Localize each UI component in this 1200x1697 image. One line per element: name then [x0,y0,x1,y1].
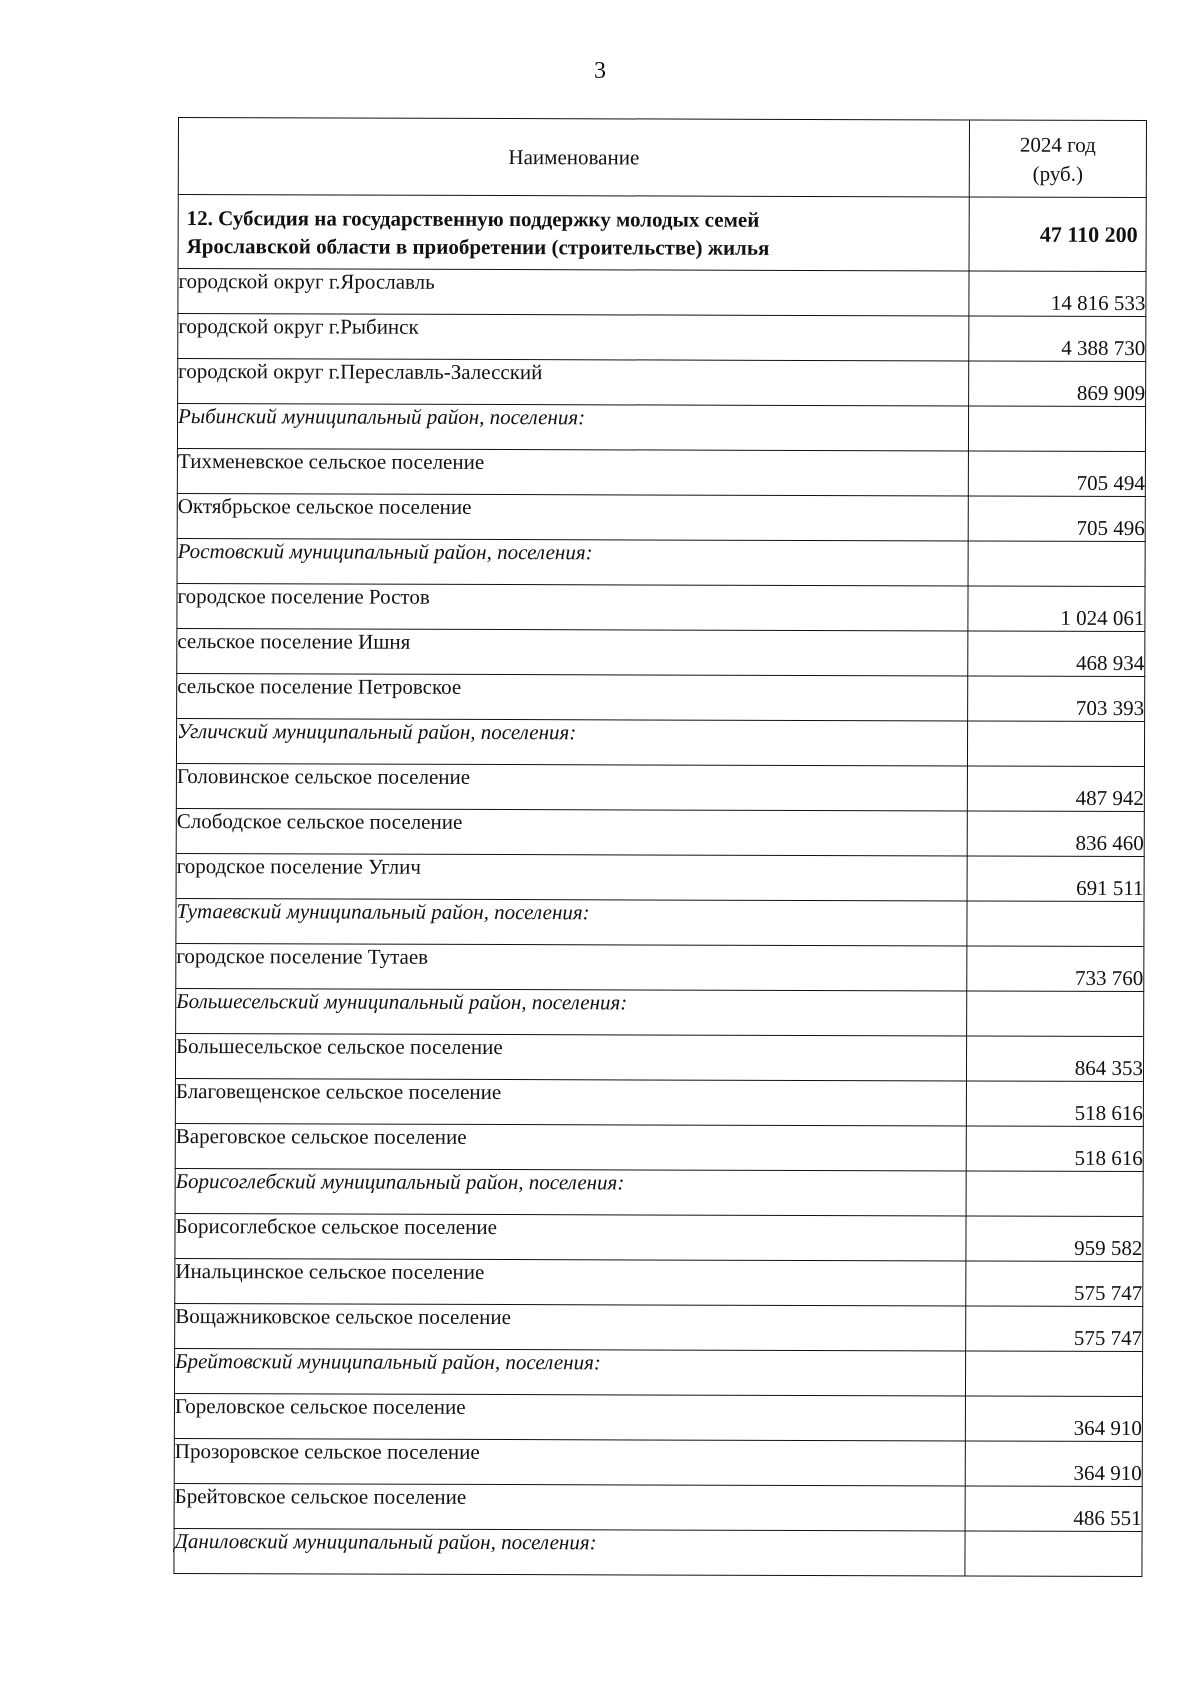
header-year-unit: (руб.) [1032,161,1084,186]
amount-cell: 575 747 [966,1261,1143,1307]
municipality-name: сельское поселение Ишня [177,628,968,675]
district-header-row [177,404,1145,452]
municipality-name: Гореловское сельское поселение [174,1393,965,1440]
district-name: Тутаевский муниципальный район, поселения: [176,898,967,945]
municipality-name: Прозоровское сельское поселение [174,1438,965,1485]
district-header-row [174,1348,1142,1396]
district-header-row [176,988,1144,1036]
amount-cell: 518 616 [966,1126,1143,1172]
table-row [177,493,1145,541]
table-header-row [178,118,1146,198]
amount-cell [966,1171,1143,1217]
amount-cell: 1 024 061 [968,586,1145,632]
table-row [177,673,1145,721]
municipality-name: Головинское сельское поселение [176,763,967,810]
subsidy-table [173,117,1147,1577]
amount-cell: 487 942 [967,766,1144,812]
table-row [177,628,1145,676]
district-header-row [176,718,1144,766]
municipality-name: Слободское сельское поселение [176,808,967,855]
amount-cell: 486 551 [965,1486,1142,1532]
municipality-name: Октябрьское сельское поселение [177,493,968,540]
district-name: Даниловский муниципальный район, поселения: [174,1528,965,1575]
municipality-name: городское поселение Углич [176,853,967,900]
municipality-name: Тихменевское сельское поселение [177,448,968,495]
municipality-name: Борисоглебское сельское поселение [175,1213,966,1260]
table-row [178,269,1146,317]
district-name: Брейтовский муниципальный район, поселения: [174,1348,965,1395]
amount-cell: 14 816 533 [969,271,1146,317]
amount-cell: 691 511 [967,856,1144,902]
municipality-name: Инальцинское сельское поселение [175,1258,966,1305]
table-row [174,1483,1142,1531]
table-row [175,1078,1143,1126]
table-row [177,448,1145,496]
table-row [176,943,1144,991]
header-year [969,120,1146,198]
district-name: Угличский муниципальный район, поселения: [176,718,967,765]
subsidy-title [178,195,969,271]
table-row [175,1258,1143,1306]
amount-cell [967,721,1144,767]
district-header-row [175,1168,1143,1216]
amount-cell: 364 910 [965,1441,1142,1487]
subsidy-total-amount: 47 110 200 [969,197,1146,272]
header-year-label: 2024 год [1019,132,1096,157]
subsidy-title-line1: 12. Субсидия на государственную поддержку молодых семей [186,205,760,232]
district-header-row [177,538,1145,586]
municipality-name: Вареговское сельское поселение [175,1123,966,1170]
amount-cell: 869 909 [969,361,1146,407]
district-name: Большесельский муниципальный район, поселения: [176,988,967,1035]
municipality-name: Брейтовское сельское поселение [174,1483,965,1530]
amount-cell: 705 496 [968,496,1145,542]
table-row [174,1393,1142,1441]
municipality-name: городской округ г.Рыбинск [178,314,969,361]
amount-cell: 705 494 [968,451,1145,497]
header-name: Наименование [178,118,969,197]
municipality-name: Вощажниковское сельское поселение [175,1303,966,1350]
district-name: Рыбинский муниципальный район, поселения: [177,404,968,451]
municipality-name: городской округ г.Ярославль [178,269,969,316]
amount-cell: 468 934 [968,631,1145,677]
table-row [177,583,1145,631]
municipality-name: городской округ г.Переславль-Залесский [178,359,969,406]
table-row [175,1303,1143,1351]
district-name: Борисоглебский муниципальный район, поселения: [175,1168,966,1215]
amount-cell: 959 582 [966,1216,1143,1262]
amount-cell [965,1531,1142,1577]
amount-cell: 518 616 [966,1081,1143,1127]
municipality-name: городское поселение Ростов [177,583,968,630]
amount-cell: 575 747 [966,1306,1143,1352]
amount-cell: 703 393 [968,676,1145,722]
amount-cell: 836 460 [967,811,1144,857]
table-row [178,359,1146,407]
amount-cell [968,541,1145,587]
amount-cell: 4 388 730 [969,316,1146,362]
amount-cell: 864 353 [966,1036,1143,1082]
subsidy-title-line2: Ярославской области в приобретении (строительстве) жилья [186,233,770,260]
amount-cell [967,901,1144,947]
municipality-name: Большесельское сельское поселение [175,1033,966,1080]
subsidy-total-row [178,195,1146,272]
amount-cell [967,991,1144,1037]
table-row [175,1123,1143,1171]
table-row [175,1213,1143,1261]
municipality-name: городское поселение Тутаев [176,943,967,990]
table-row [176,808,1144,856]
table-row [176,853,1144,901]
amount-cell [968,406,1145,452]
municipality-name: Благовещенское сельское поселение [175,1078,966,1125]
amount-cell: 364 910 [965,1396,1142,1442]
municipality-name: сельское поселение Петровское [177,673,968,720]
page-number: 3 [594,58,606,84]
amount-cell [965,1351,1142,1397]
amount-cell: 733 760 [967,946,1144,992]
table-row [176,763,1144,811]
table-row [178,314,1146,362]
district-header-row [176,898,1144,946]
district-header-row [174,1528,1142,1576]
district-name: Ростовский муниципальный район, поселения: [177,538,968,585]
table-row [175,1033,1143,1081]
table-row [174,1438,1142,1486]
